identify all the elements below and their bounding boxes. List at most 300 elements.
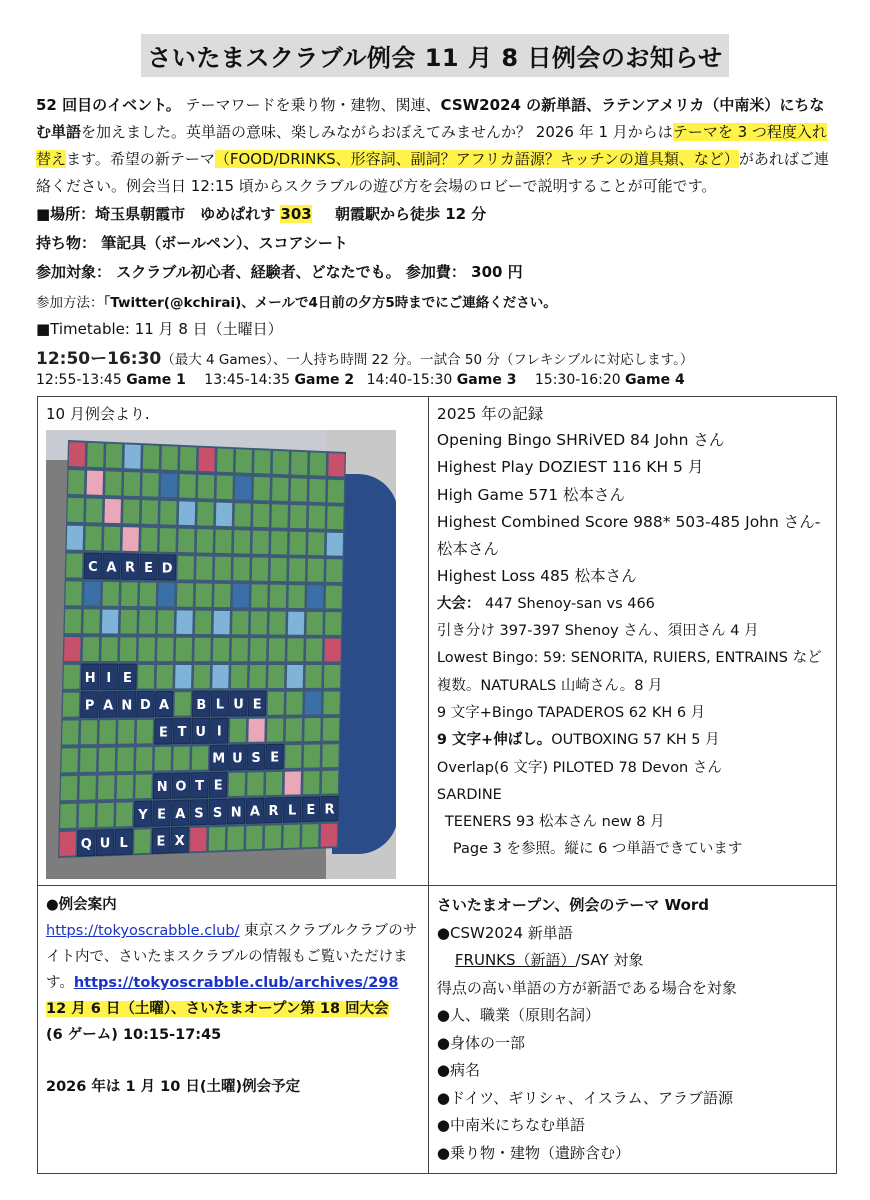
board-square	[254, 450, 270, 474]
board-tile-letter: M	[212, 751, 226, 767]
board-square	[139, 610, 156, 634]
board-square	[324, 639, 340, 662]
board-square	[325, 612, 341, 635]
board-square	[68, 470, 85, 494]
board-square	[120, 610, 137, 634]
board-square	[65, 581, 82, 605]
board-tile-letter: N	[230, 805, 242, 821]
board-square	[198, 448, 214, 472]
board-square	[322, 771, 338, 794]
board-tile-letter: A	[175, 806, 186, 822]
board-square	[79, 776, 96, 800]
board-square	[248, 719, 265, 742]
records-title: 2025 年の記録	[436, 405, 544, 423]
board-square	[326, 559, 342, 582]
board-square	[213, 611, 229, 634]
board-square	[306, 612, 322, 635]
board-square	[270, 585, 286, 608]
board-square	[83, 609, 100, 633]
target-value: スクラブル初心者、経験者、どなたでも。	[116, 263, 401, 281]
board-square	[81, 720, 98, 744]
board-square	[269, 611, 285, 634]
timetable-line	[36, 318, 283, 339]
board-tile-letter: E	[213, 778, 223, 794]
board-square	[322, 744, 338, 767]
board-square	[65, 609, 82, 633]
board-square	[310, 452, 326, 475]
board-tile-letter: R	[268, 804, 279, 820]
board-square	[118, 720, 135, 744]
intro-paragraph	[36, 92, 836, 200]
intro-text-b: CSW2024 の新単語、ラテンアメリカ（中南米）にちなむ単語	[36, 96, 825, 141]
board-square	[308, 532, 324, 555]
nine-label: 9 文字+伸ばし。	[436, 732, 552, 749]
board-square	[99, 748, 116, 772]
game-2-time: 13:45-14:35	[204, 372, 291, 388]
record-line: Highest Combined Score 988* 503-485 John さん-松本さん	[436, 512, 821, 559]
board-square	[302, 824, 319, 847]
board-square	[117, 775, 134, 799]
board-tile-letter: D	[140, 698, 151, 714]
board-square	[272, 478, 288, 502]
board-tile-letter: P	[84, 698, 95, 714]
game-3-name: Game 3	[456, 372, 517, 388]
board-square	[63, 665, 80, 689]
method-value: 「Twitter(@kchirai)、メールで4日前の夕方5時までにご連絡ください。	[103, 295, 557, 311]
intro-text-d: ます。希望の新テーマ	[66, 150, 215, 168]
board-tile-letter: E	[252, 697, 262, 713]
board-tile-letter: U	[232, 751, 243, 767]
record-line: 引き分け 397-397 Shenoy さん、須田さん 4 月	[436, 623, 759, 640]
board-square	[252, 531, 268, 554]
items-value: 筆記具（ボールペン）、スコアシート	[101, 234, 348, 252]
board-tile-letter: U	[233, 697, 244, 713]
board-square	[216, 475, 232, 499]
board-tile-letter: A	[249, 804, 260, 820]
board-square	[328, 453, 344, 476]
board-square	[85, 526, 102, 550]
board-square	[106, 444, 122, 468]
board-square	[231, 665, 248, 688]
theme-item: ●ドイツ、ギリシャ、イスラム、アラブ語源	[436, 1088, 734, 1107]
board-square	[102, 610, 119, 634]
board-square	[309, 479, 325, 502]
guide-cell	[38, 886, 429, 1174]
board-square	[213, 638, 230, 661]
timetable-range: 12:50ー16:30	[36, 349, 162, 369]
board-tile-letter: C	[88, 559, 98, 575]
board-tile-letter: Q	[80, 837, 92, 853]
board-square	[180, 447, 196, 471]
board-square	[62, 720, 79, 744]
board-square	[283, 825, 300, 848]
board-square	[99, 720, 116, 744]
nine-value: OUTBOXING 57 KH 5 月	[551, 732, 720, 749]
board-square	[195, 583, 211, 607]
page-title: さいたまスクラブル例会 11 月 8 日例会のお知らせ	[141, 34, 728, 77]
game-1-name: Game 1	[126, 372, 186, 388]
board-tile-letter: L	[215, 697, 225, 713]
board-square	[236, 449, 252, 473]
board-square	[69, 442, 86, 467]
board-square	[105, 471, 122, 495]
board-square	[327, 506, 343, 529]
method-label: 参加方法：	[36, 295, 104, 311]
board-square	[307, 585, 323, 608]
board-square	[104, 499, 121, 523]
fee-label: 参加費：	[405, 263, 466, 281]
board-square	[304, 718, 320, 741]
board-square	[289, 532, 305, 555]
board-square	[246, 826, 263, 850]
board-square	[232, 611, 248, 634]
place-line	[36, 203, 486, 224]
board-square	[327, 533, 343, 556]
board-square	[303, 771, 320, 794]
board-square	[304, 745, 320, 768]
record-line: Highest Play DOZIEST 116 KH 5 月	[436, 458, 704, 477]
board-square	[87, 471, 104, 495]
board-square	[87, 443, 104, 467]
board-square	[120, 637, 137, 661]
guide-event-detail: (6 ゲーム) 10:15-17:45	[46, 1027, 222, 1043]
guide-spacer	[46, 1048, 420, 1074]
items-label: 持ち物：	[36, 234, 97, 252]
board-square	[175, 665, 192, 688]
board-square	[216, 503, 232, 527]
board-tile-letter: I	[216, 724, 222, 740]
board-tile-letter: A	[103, 698, 114, 714]
board-square	[161, 473, 177, 497]
timetable-range-line	[36, 344, 693, 369]
board-square	[63, 693, 80, 717]
board-square	[227, 826, 244, 850]
games-line	[36, 372, 685, 388]
board-square	[323, 718, 339, 741]
board-square	[268, 692, 284, 715]
intro-text-a: テーマワードを乗り物・建物、関連、	[180, 96, 441, 114]
board-square	[178, 529, 194, 553]
board-square	[288, 612, 304, 635]
intro-event-number: 52 回目のイベント。	[36, 96, 181, 114]
board-square	[176, 638, 193, 661]
board-square	[271, 531, 287, 554]
board-square	[134, 829, 151, 853]
theme-item: ●身体の一部	[436, 1033, 526, 1052]
board-square	[141, 528, 158, 552]
board-tile-letter: O	[175, 779, 187, 795]
board-square	[229, 773, 246, 797]
board-square	[196, 556, 212, 580]
board-square	[190, 828, 207, 852]
board-square	[286, 692, 302, 715]
board-square	[230, 719, 247, 742]
board-square	[234, 530, 250, 554]
board-square	[234, 503, 250, 527]
board-tile-letter: R	[124, 560, 136, 576]
board-square	[251, 611, 267, 634]
info-table	[37, 396, 837, 1174]
record-line: Highest Loss 485 松本さん	[436, 567, 637, 586]
board-square	[104, 527, 121, 551]
theme-item: ●乗り物・建物（遺跡含む）	[436, 1143, 631, 1162]
board-tile-letter: D	[161, 561, 173, 577]
intro-text-c: を加えました。英単語の意味、楽しみながらおぼえてみませんか？ 2026 年 1 月からは	[81, 123, 673, 141]
board-tile-letter: E	[270, 750, 280, 766]
board-square	[287, 638, 303, 661]
board-square	[328, 480, 344, 503]
board-square	[249, 665, 265, 688]
board-square	[64, 637, 81, 661]
board-square	[61, 776, 78, 800]
board-tile-letter: S	[251, 751, 261, 767]
board-square	[266, 772, 283, 795]
board-square	[142, 500, 158, 524]
board-square	[143, 445, 159, 469]
board-square	[273, 451, 289, 475]
board-square	[61, 748, 78, 772]
board-square	[60, 804, 77, 828]
board-square	[235, 476, 251, 500]
board-tile-letter: N	[121, 698, 133, 714]
board-square	[305, 692, 321, 715]
board-square	[306, 638, 322, 661]
theme-item: ●病名	[436, 1061, 481, 1079]
board-tile-letter: E	[156, 834, 166, 850]
board-square	[121, 582, 138, 606]
board-square	[135, 774, 152, 798]
board-square	[231, 638, 247, 661]
method-line	[36, 291, 557, 311]
board-tile-letter: A	[106, 560, 117, 576]
scrabble-board	[46, 430, 396, 879]
board-square	[265, 825, 282, 849]
board-square	[308, 559, 324, 582]
board-square	[195, 611, 212, 634]
board-square	[103, 582, 120, 606]
board-square	[214, 584, 230, 607]
items-line	[36, 232, 348, 253]
board-square	[117, 747, 134, 771]
board-square	[271, 504, 287, 527]
theme-item: ●人、職業（原則名詞）	[436, 1006, 601, 1024]
board-square	[215, 530, 231, 554]
board-tile-letter: B	[196, 697, 207, 713]
board-square	[209, 827, 226, 851]
board-square	[79, 803, 96, 827]
board-square	[137, 720, 154, 744]
board-square	[324, 665, 340, 688]
board-square	[197, 502, 213, 526]
board-square	[67, 526, 84, 550]
board-square	[84, 582, 101, 606]
board-square	[289, 558, 305, 581]
board-square	[250, 638, 266, 661]
guide-title: ●例会案内	[46, 897, 117, 913]
place-room: 303	[280, 205, 312, 223]
board-square	[177, 583, 194, 607]
board-square	[97, 803, 114, 827]
board-square	[138, 665, 155, 689]
board-square	[194, 665, 211, 688]
record-line: SARDINE	[436, 786, 502, 803]
board-square	[233, 557, 249, 580]
board-tile-letter: R	[324, 802, 335, 818]
board-tile-letter: H	[84, 670, 96, 686]
board-tile-letter: I	[106, 670, 112, 686]
board-tile-letter: E	[123, 670, 132, 686]
game-2-name: Game 2	[294, 372, 355, 388]
game-3-time: 14:40-15:30	[366, 372, 453, 388]
board-square	[177, 556, 193, 580]
board-square	[122, 527, 139, 551]
themes-title: さいたまオープン、例会のテーマ Word	[436, 896, 710, 914]
theme-item: ●中南米にちなむ単語	[436, 1116, 586, 1134]
board-square	[123, 500, 140, 524]
board-tile-letter: E	[144, 561, 154, 577]
board-tile-letter: Y	[138, 807, 148, 823]
board-square	[124, 472, 140, 496]
place-label: ■場所：埼玉県朝霞市 ゆめぱれす	[36, 205, 276, 223]
board-square	[251, 584, 267, 607]
board-square	[233, 584, 249, 607]
title-wrap	[0, 34, 870, 77]
board-square	[86, 498, 103, 522]
target-line	[36, 261, 523, 282]
board-square	[174, 692, 191, 716]
board-square	[179, 501, 195, 525]
board-tile-letter: X	[174, 834, 185, 850]
target-label: 参加対象：	[36, 263, 112, 281]
tokyoscrabble-link[interactable]: https://tokyoscrabble.club/	[46, 923, 240, 939]
board-square	[217, 448, 233, 472]
place-access: 朝霞駅から徒歩 12 分	[334, 205, 487, 223]
board-square	[136, 747, 153, 771]
record-line: High Game 571 松本さん	[436, 485, 626, 504]
board-square	[83, 637, 100, 661]
board-square	[198, 475, 214, 499]
game-1-time: 12:55-13:45	[36, 372, 122, 388]
board-tile-letter: T	[195, 779, 204, 795]
guide-next: 2026 年は 1 月 10 日(土曜)例会予定	[46, 1079, 301, 1095]
fee-value: 300 円	[471, 263, 523, 281]
board-square	[254, 477, 270, 501]
board-tile-letter: S	[194, 806, 204, 822]
board-tile-letter: E	[157, 807, 167, 823]
board-tile-letter: S	[212, 805, 223, 821]
taikai-label: 大会：	[436, 595, 481, 612]
board-square	[267, 718, 284, 741]
board-square	[142, 473, 158, 497]
board-square	[285, 745, 302, 768]
board-square	[179, 474, 195, 498]
board-square	[270, 558, 286, 581]
themes-cell	[428, 886, 836, 1174]
record-page3: Page 3 を参照。縦に 6 つ単語できています	[452, 841, 743, 858]
board-square	[155, 747, 172, 771]
record-teeners: TEENERS 93 松本さん new 8 月	[444, 814, 665, 831]
board-square	[160, 528, 176, 552]
board-square	[268, 665, 284, 688]
record-line: Overlap(6 文字) PILOTED 78 Devon さん	[436, 759, 722, 776]
themes-frunks-line	[437, 947, 828, 975]
themes-csw: ●CSW2024 新単語	[436, 923, 573, 942]
themes-note: 得点の高い単語の方が新語である場合を対象	[436, 978, 737, 997]
board-square	[269, 638, 285, 661]
board-square	[323, 691, 339, 714]
photo-cell	[38, 397, 429, 886]
themes-frunks: FRUNKS（新語）	[454, 951, 576, 969]
board-square	[291, 452, 307, 476]
board-square	[309, 505, 325, 528]
board-square	[140, 583, 157, 607]
board-square	[326, 586, 342, 609]
board-square	[59, 832, 76, 856]
board-square	[80, 748, 97, 772]
board-square	[98, 775, 115, 799]
board-square	[215, 557, 231, 581]
game-4-time: 15:30-16:20	[534, 372, 621, 388]
board-square	[305, 665, 321, 688]
board-tile-letter: L	[119, 835, 128, 851]
timetable-range-note: （最大 4 Games）、一人持ち時間 22 分。一試合 50 分（フレキシブルに対応します。）	[161, 352, 694, 368]
board-square	[247, 772, 264, 795]
themes-frunks-rest: /SAY 対象	[575, 951, 644, 969]
board-tile-letter: U	[195, 724, 206, 740]
record-line: 9 文字+Bingo TAPADEROS 62 KH 6 月	[436, 704, 706, 721]
board-tile-letter: E	[306, 803, 316, 819]
board-square	[158, 583, 175, 607]
board-square	[66, 553, 83, 577]
board-square	[138, 637, 155, 661]
record-line: Lowest Bingo: 59: SENORITA, RUIERS, ENTRAINS など複数。NATURALS 山崎さん。8 月	[436, 650, 822, 694]
board-square	[194, 638, 211, 661]
guide-event	[46, 996, 420, 1022]
board-square	[67, 498, 84, 522]
intro-highlight-theme: テーマを 3 つ程度入れ替え	[36, 123, 827, 168]
board-square	[291, 478, 307, 501]
board-tile-letter: U	[99, 836, 111, 852]
board-square	[176, 610, 193, 634]
records-cell	[428, 397, 836, 886]
board-square	[156, 665, 173, 689]
board-square	[158, 610, 175, 634]
guide-event-highlight: 12 月 6 日（土曜）、さいたまオープン第 18 回大会	[46, 1001, 389, 1017]
scrabble-board-photo	[46, 430, 396, 879]
board-square	[252, 557, 268, 580]
intro-highlight-new-themes: （FOOD/DRINKS、形容詞、副詞？アフリカ語源？キッチンの道具類、など）	[214, 150, 739, 168]
board-square	[212, 665, 229, 688]
board-square	[101, 637, 118, 661]
record-taikai	[437, 591, 828, 618]
archive-link[interactable]: https://tokyoscrabble.club/archives/298	[73, 975, 399, 991]
board-tile-letter: A	[159, 698, 170, 714]
board-tile-letter: E	[159, 725, 168, 741]
board-square	[124, 444, 140, 468]
timetable-label: ■Timetable: 11 月 8 日（土曜日）	[36, 320, 283, 338]
board-square	[321, 823, 338, 846]
record-nine	[437, 727, 828, 754]
board-square	[161, 446, 177, 470]
guide-link1-text: 東京スクラブルクラブのサイト内で、さいたまスクラブルの情報もご覧いただけます。	[46, 923, 418, 991]
board-tile-letter: N	[156, 780, 168, 796]
board-square	[288, 585, 304, 608]
board-square	[284, 771, 301, 794]
guide-link1-paragraph	[46, 918, 420, 996]
board-square	[197, 529, 213, 553]
board-square	[116, 802, 133, 826]
game-4-name: Game 4	[625, 372, 685, 388]
